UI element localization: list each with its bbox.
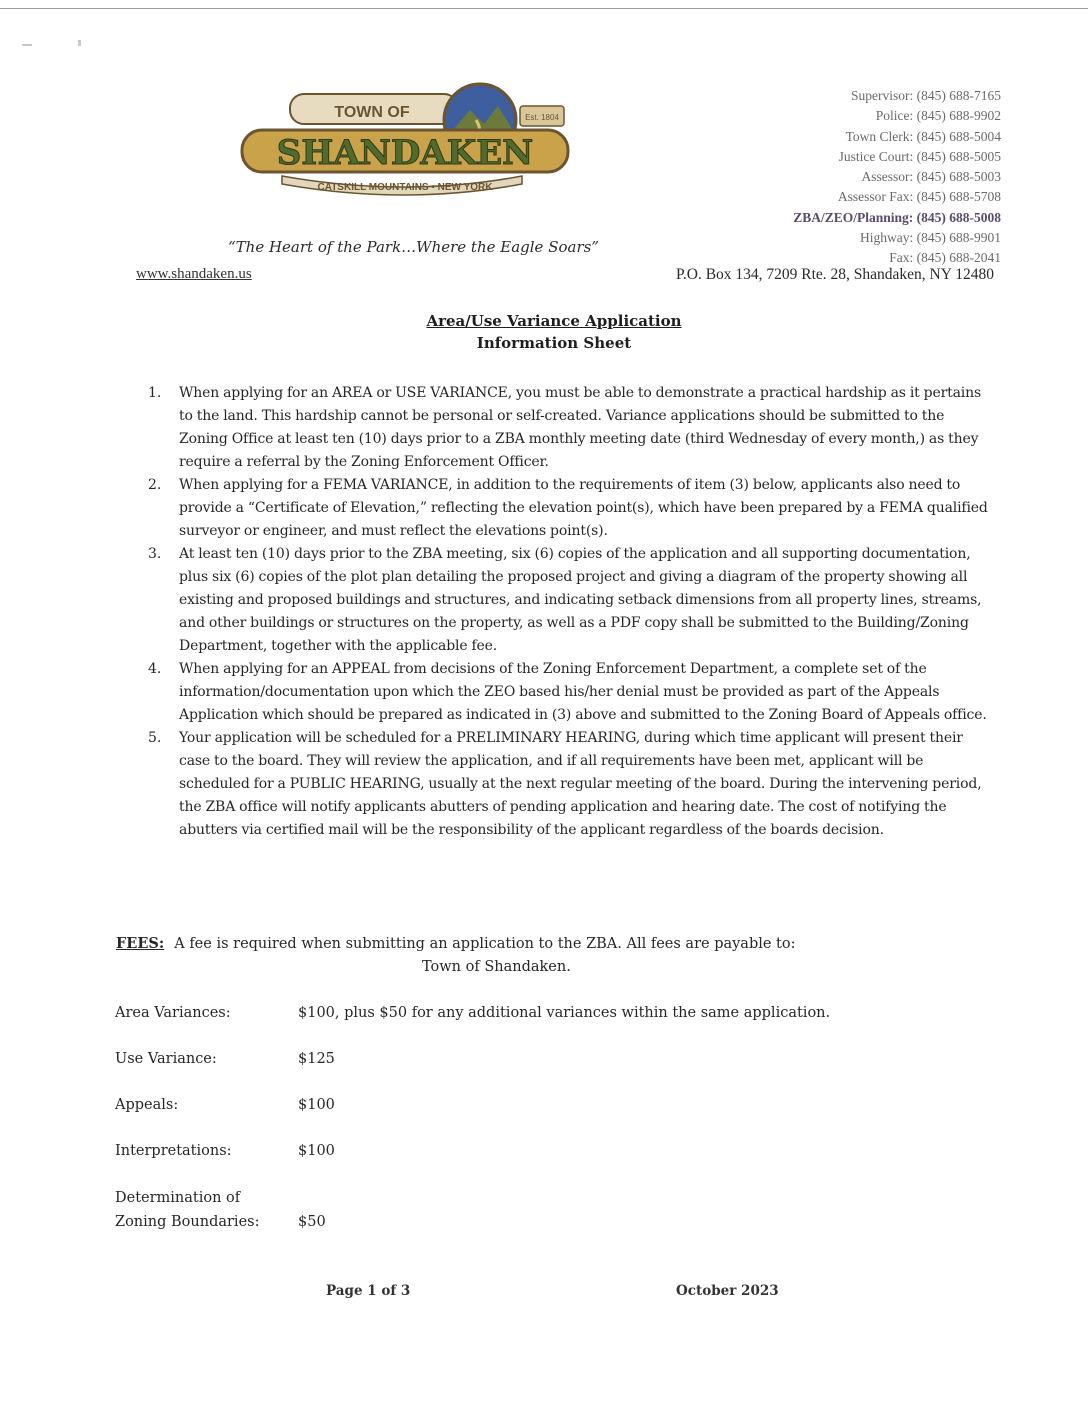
fee-label-line: Zoning Boundaries:: [115, 1214, 260, 1230]
fee-amount: $50: [298, 1214, 326, 1230]
fee-label: [115, 1186, 295, 1234]
fee-row-zoning-boundaries: [115, 1186, 415, 1234]
contact-line: Justice Court: (845) 688-5005: [838, 148, 1001, 164]
item-number: 1.: [148, 385, 162, 401]
town-logo: [222, 80, 582, 210]
contact-line: Supervisor: (845) 688-7165: [851, 88, 1001, 103]
scan-edge-line: [0, 8, 1088, 9]
fees-intro-text: A fee is required when submitting an application to the ZBA. All fees are payable to:: [174, 936, 796, 952]
scan-speck: [78, 40, 81, 46]
item-text: When applying for an APPEAL from decisions of the Zoning Enforcement Department, a complete set of the information/documentation upon which the ZEO based his/her denial must be provided as part of the Appeals Application which should be prepared as indicated in (3) above and submitted to the Zoning Board of Appeals office.: [179, 661, 987, 723]
fee-label: Interpretations:: [115, 1143, 232, 1159]
contact-list: [793, 86, 1001, 269]
contact-line: Highway: (845) 688-9901: [860, 230, 1001, 246]
item-text: When applying for a FEMA VARIANCE, in addition to the requirements of item (3) below, applicants also need to provide a “Certificate of Elevation,” reflecting the elevation point(s), which have been prepared by a FEMA qualified surveyor or engineer, and must reflect the elevations point(s).: [179, 477, 988, 539]
fee-row-area-variances: [115, 1001, 915, 1025]
title-line: Area/Use Variance Application: [426, 312, 682, 330]
contact-line-zba: ZBA/ZEO/Planning: (845) 688-5008: [793, 209, 1001, 225]
fee-amount: $100: [298, 1097, 335, 1113]
logo-name: SHANDAKEN: [276, 133, 534, 173]
mailing-address: P.O. Box 134, 7209 Rte. 28, Shandaken, NY 12480: [675, 266, 994, 283]
fee-row-interpretations: [115, 1139, 415, 1163]
website-link[interactable]: www.shandaken.us: [136, 266, 252, 282]
list-item: [146, 658, 996, 727]
item-text: Your application will be scheduled for a PRELIMINARY HEARING, during which time applicant will present their case to the board. They will review the application, and if all requirements have been met, applicant will be scheduled for a PUBLIC HEARING, usually at the next regular meeting of the board. During the intervening period, the ZBA office will notify applicants abutters of pending application and hearing date. The cost of notifying the abutters via certified mail will be the responsibility of the applicant regardless of the boards decision.: [179, 730, 982, 838]
fee-amount: $125: [298, 1051, 335, 1067]
fees-intro: [116, 932, 876, 979]
contact-line: Town Clerk: (845) 688-5004: [845, 128, 1001, 144]
contact-line: Fax: (845) 688-2041: [889, 250, 1001, 266]
item-number: 5.: [148, 730, 162, 746]
list-item: [146, 474, 996, 543]
contact-line: Assessor Fax: (845) 688-5708: [837, 189, 1001, 205]
list-item: [146, 382, 996, 474]
fee-amount: $100: [298, 1143, 335, 1159]
page-number: Page 1 of 3: [326, 1283, 411, 1299]
item-text: At least ten (10) days prior to the ZBA meeting, six (6) copies of the application and all supporting documentation, plus six (6) copies of the plot plan detailing the proposed project and giving a diagram of the property showing all existing and proposed buildings and structures, and indicating setback dimensions from all property lines, streams, and other buildings or structures on the property, as well as a PDF copy shall be submitted to the Building/Zoning Department, together with the applicable fee.: [179, 546, 982, 654]
requirements-list: [146, 382, 996, 842]
fee-label: Appeals:: [115, 1097, 179, 1113]
item-number: 4.: [148, 661, 162, 677]
logo-subtitle: CATSKILL MOUNTAINS • NEW YORK: [317, 182, 493, 193]
list-item: [146, 727, 996, 842]
tagline: “The Heart of the Park…Where the Eagle Soars”: [228, 238, 599, 256]
document-title: [400, 310, 708, 354]
logo-top-text: TOWN OF: [334, 104, 410, 121]
fee-label: Area Variances:: [115, 1005, 231, 1021]
item-number: 2.: [148, 477, 162, 493]
item-number: 3.: [148, 546, 162, 562]
contact-line: Police: (845) 688-9902: [875, 108, 1001, 124]
fee-amount: $100, plus $50 for any additional variances within the same application.: [298, 1005, 831, 1021]
scan-speck: [22, 44, 32, 46]
logo-est-text: Est. 1804: [525, 113, 559, 122]
fees-payee: Town of Shandaken.: [422, 959, 571, 975]
subtitle-line: Information Sheet: [476, 334, 632, 352]
document-date: October 2023: [676, 1283, 779, 1299]
fee-label: Use Variance:: [115, 1051, 217, 1067]
fee-label-line: Determination of: [115, 1190, 241, 1206]
item-text: When applying for an AREA or USE VARIANCE, you must be able to demonstrate a practical hardship as it pertains to the land. This hardship cannot be personal or self-created. Variance applications should be submitted to the Zoning Office at least ten (10) days prior to a ZBA monthly meeting date (third Wednesday of every month,) as they require a referral by the Zoning Enforcement Officer.: [179, 385, 982, 470]
fee-row-appeals: [115, 1093, 415, 1117]
list-item: [146, 543, 996, 658]
fees-label: FEES:: [116, 935, 165, 952]
contact-line: Assessor: (845) 688-5003: [861, 169, 1001, 185]
fee-row-use-variance: [115, 1047, 415, 1071]
